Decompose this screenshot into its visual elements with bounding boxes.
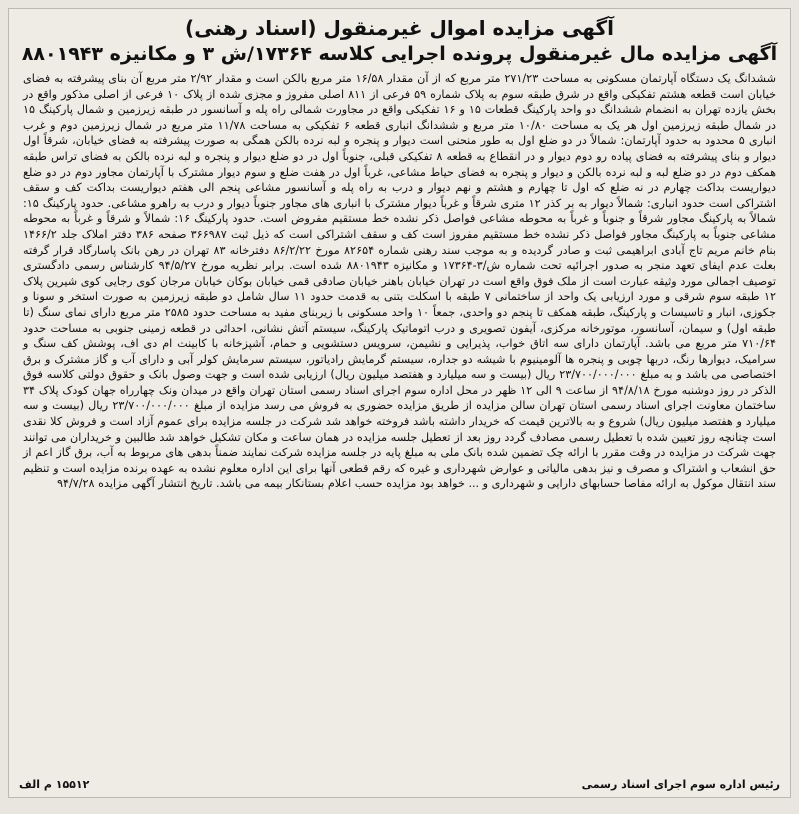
notice-title: آگهی مزایده اموال غیرمنقول (اسناد رهنی) [185, 16, 614, 40]
auction-notice [8, 8, 791, 798]
notice-subtitle: آگهی مزایده مال غیرمنقول پرونده اجرایی کلاسه ۱۷۳۶۴/ش ۳ و مکانیزه ۸۸۰۱۹۴۳ [21, 43, 778, 65]
notice-code: ۱۵۵۱۲ م الف [19, 778, 90, 791]
notice-signature: رئیس اداره سوم اجرای اسناد رسمی [581, 778, 780, 791]
notice-body: ششدانگ یک دستگاه آپارتمان مسکونی به مساحت ۲۷۱/۲۳ متر مربع که از آن مقدار ۱۶/۵۸ متر مربع بالکن است و مقدار ۲/۹۲ متر مربع آن بنای پیشرفته به فضای خیابان است قطعه هشتم تفکیکی واقع در شرق طبقه سوم به پلاک شماره ۵۹ فرعی از ۸۱۱ اصلی مفروز و مجزی شده از پلاک ۱۰ فرعی از اصلی مذکور واقع در بخش یازده تهران به انضمام ششدانگ دو واحد پارکینگ قطعات ۱۵ و ۱۶ تفکیکی واقع در مجاورت شمالی راه پله و آسانسور در طبقه زیرزمین و شمال پارکینگ ۱۵ در شمال طبقه زیرزمین اول هر یک به مساحت ۱۰/۸۰ متر مربع و ششدانگ انباری قطعه ۶ تفکیکی به مساحت ۱۱/۷۸ متر مربع در شمال زیرزمین دوم و غرب انباری ۵ محدود به حدود آپارتمان: شمالاً در دو ضلع اول به طور منحنی است دیوار و پنجره و لبه نرده بالکن همگی به صورت پیشرفته به فضای خیابان، شرقاً اول دیوار و بنای پیشرفته به فضای پیاده رو دوم دیوار و در انقطاع به قطعه ۸ تفکیکی قبلی، جنوباً اول در دو ضلع دیوار و پنجره و لبه نرده بالکن به فضای تراس طبقه همکف دوم در دو ضلع لبه و لبه نرده بالکن و دیوار و پنجره به فضای حیاط مشاعی، غرباً اول در هفت ضلع و سوم دیوار مشترک با آپارتمان مجاور دوم در دو ضلع دیواریست بداکت چهارم در نه ضلع که اول تا چهارم و هشتم و نهم دیوار و درب به راه پله و آسانسور مشاعی پنجم الی هفتم دیواریست بداکت کف و سقف اشتراکی است حدود انباری: شمالاً دیوار به بر کذر ۱۲ متری شرقاً و غرباً دیوار مشترک با انباری های مجاور جنوباً دیوار و درب به راهرو مشاعی. حدود پارکینگ ۱۵: شمالاً به پارکینگ مجاور شرقاً و جنوباً و غرباً به محوطه مشاعی فواصل ذکر نشده خط مستقیم مفروض است. حدود پارکینگ ۱۶: شمالاً و شرقاً و غرباً به محوطه مشاعی جنوباً به پارکینگ مجاور فواصل ذکر نشده خط مستقیم مفروز است کف و سقف اشتراکی است که ذیل ثبت ۳۶۶۹۸۷ صفحه ۳۸۶ دفتر املاک جلد ۱۴۶۶/۲ بنام خانم مریم تاج آبادی ابراهیمی ثبت و صادر گردیده و به موجب سند رهنی شماره ۸۲۶۵۴ مورخ ۸۶/۲/۲۲ دفترخانه ۸۳ تهران در رهن بانک پاسارگاد قرار گرفته بعلت عدم ایفای تعهد منجر به صدور اجرائیه تحت شماره ش/۳-۱۷۳۶۴ و مکانیزه ۸۸۰۱۹۴۳ شده است. برابر نظریه مورخ ۹۴/۵/۲۷ کارشناس رسمی دادگستری توصیف اجمالی مورد وثیقه عبارت است از ملک فوق واقع است در تهران خیابان باهنر خیابان صادقی قمی خیابان بوکان خیابان مرجان کوی رجایی کوی شیرین پلاک ۱۲ طبقه سوم شرقی و مورد ارزیابی یک واحد از ساختمانی ۷ طبقه با اسکلت بتنی به قدمت حدود ۱۱ سال شامل دو طبقه زیرزمین به صورت استخر و سونا و جکوزی، انبار و تاسیسات و پارکینگ، طبقه همکف تا پنجم دو واحدی، جمعاً ۱۰ واحد مسکونی با زیربنای مفید به مساحت حدود ۲۵۸۵ متر مربع دارای نمای سنگ (تا طبقه اول) و سیمان، آسانسور، موتورخانه مرکزی، آیفون تصویری و درب اتوماتیک پارکینگ، سیستم آتش نشانی، احداثی در قطعه زمینی جنوبی به مساحت حدود ۷۱۰/۶۴ متر مربع می باشد. آپارتمان دارای سه اتاق خواب، پذیرایی و نشیمن، سرویس دستشویی و حمام، آشپزخانه با کابینت ام دی اف، پوشش کف سنگ و سرامیک، دیوارها رنگ، دربها چوبی و پنجره ها آلومینیوم با شیشه دو جداره، سیستم گرمایش رادیاتور، سیستم سرمایش کولر آبی و دارای آب و گاز مشترک و برق اختصاصی می باشد و به مبلغ ۲۳/۷۰۰/۰۰۰/۰۰۰ ریال (بیست و سه میلیارد و هفتصد میلیون ریال) ارزیابی شده است و جهت وصول بانک و حقوق دولتی کلاسه فوق الذکر در روز دوشنبه مورخ ۹۴/۸/۱۸ از ساعت ۹ الی ۱۲ ظهر در محل اداره سوم اجرای اسناد رسمی استان تهران واقع در میدان ونک چهارراه جهان کودک پلاک ۳۴ ساختمان معاونت اجرای اسناد رسمی استان تهران سالن مزایده از طریق مزایده حضوری به فروش می رسد مزایده از مبلغ ۲۳/۷۰۰/۰۰۰/۰۰۰ ریال (بیست و سه میلیارد و هفتصد میلیون ریال) شروع و به بالاترین قیمت که خریدار داشته باشد فروخته خواهد شد شرکت در جلسه مزایده برای عموم آزاد است و فروش کلا نقدی است چنانچه روز تعیین شده با تعطیل رسمی مصادف گردد روز بعد از تعطیل جلسه مزایده در همان ساعت و مکان تشکیل خواهد شد طالبین و خریداران می توانند جهت شرکت در مزایده در وقت مقرر با ارائه چک تضمین شده بانک ملی به مبلغ پایه در جلسه مزایده شرکت نمایند ضمناً بدهی های مربوط به آب، برق گاز اعم از حق انشعاب و اشتراک و مصرف و نیز بدهی مالیاتی و عوارض شهرداری و غیره که رقم قطعی آنها برای این اداره معلوم نشده به عهده برنده مزایده است و تنظیم سند انتقال موکول به ارائه مفاصا حسابهای دارایی و شهرداری و ... خواهد بود مزایده حسب اعلام بستانکار بیمه می باشد. تاریخ انتشار آگهی مزایده ۹۴/۷/۲۸ [23, 72, 777, 491]
notice-footer [19, 778, 780, 791]
